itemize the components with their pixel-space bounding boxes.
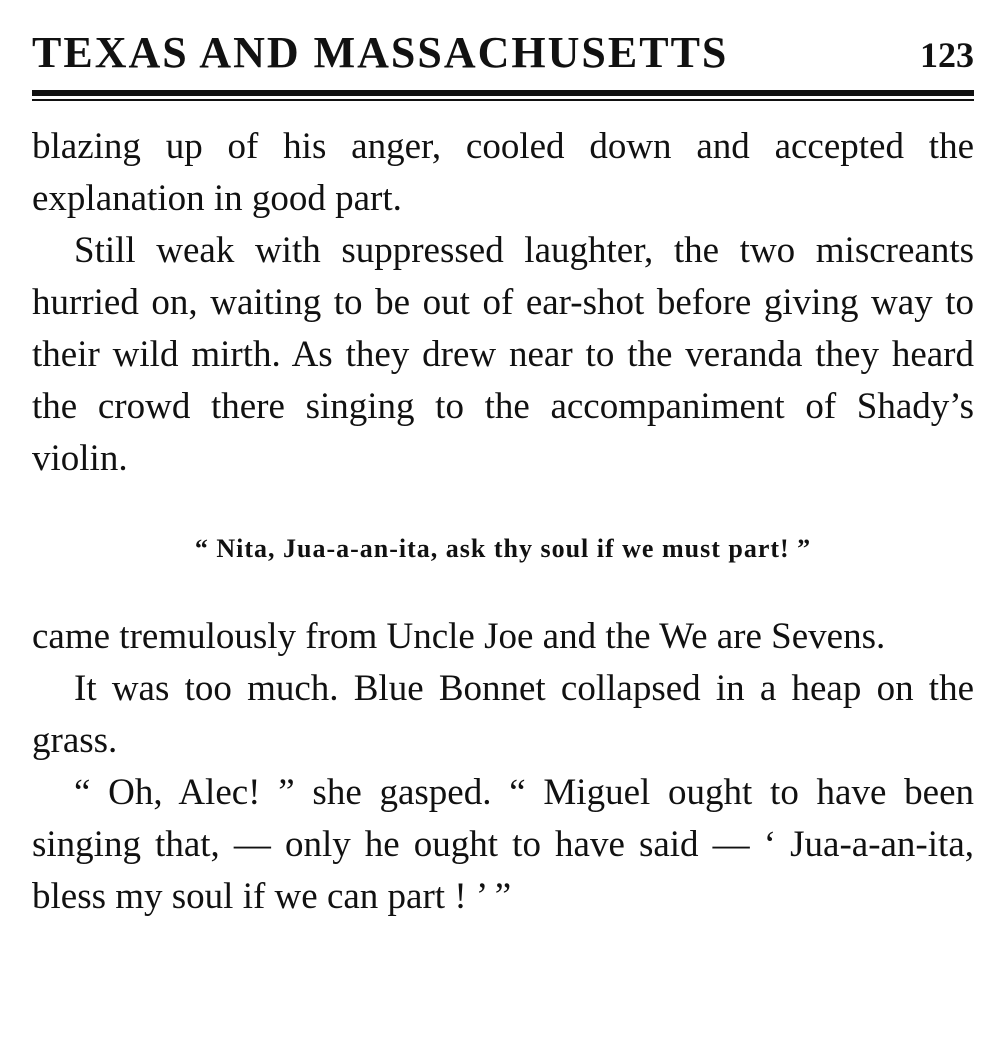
page-number: 123 [920,35,974,75]
paragraph-blue-bonnet: It was too much. Blue Bonnet collapsed in a heap on the grass. [32,668,974,761]
paragraph-continuation: blazing up of his anger, cooled down and accepted the explanation in good part. [32,126,974,219]
body-text [32,121,974,923]
header-rule-thick [32,90,974,96]
paragraph-miscreants: Still weak with suppressed laughter, the two miscreants hurried on, waiting to be out of ear-shot before giving way to their wild mirth. As they drew near to the veranda they heard the crowd there singing to the accompaniment of Shady’s violin. [32,230,974,479]
running-title: TEXAS AND MASSACHUSETTS [32,28,729,77]
paragraph-dialogue: “ Oh, Alec! ” she gasped. “ Miguel ought to have been singing that, — only he ought to have said — ‘ Jua-a-an-ita, bless my soul if we can part ! ’ ” [32,772,974,917]
running-head [32,22,974,84]
book-page [32,22,974,923]
song-quote: “ Nita, Jua-a-an-ita, ask thy soul if we must part! ” [194,534,812,563]
header-rule-thin [32,99,974,101]
paragraph-uncle-joe: came tremulously from Uncle Joe and the We are Sevens. [32,616,886,657]
